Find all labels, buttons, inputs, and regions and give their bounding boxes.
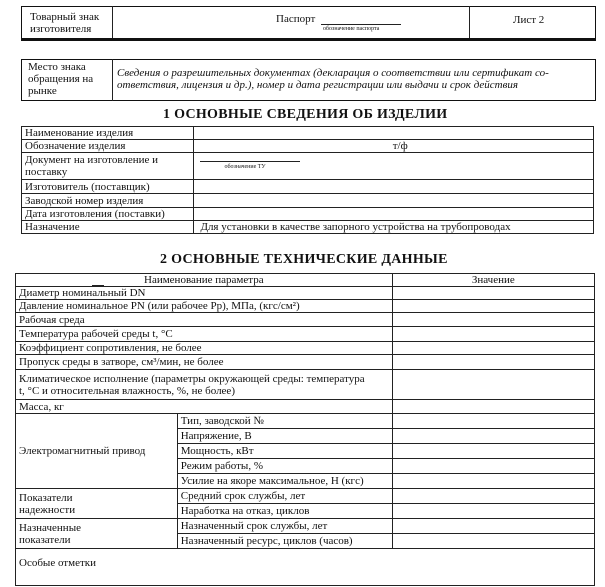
header-underline-mark	[92, 285, 104, 286]
param-value	[392, 444, 594, 459]
section1-table	[21, 126, 594, 234]
param-value	[392, 287, 594, 300]
param-value	[392, 519, 594, 534]
param-label: Диаметр номинальный DN	[16, 287, 393, 300]
sheet-label: Лист 2	[513, 14, 545, 26]
row-value	[194, 208, 594, 221]
header-bottom-thick	[21, 38, 596, 40]
row-label: Документ на изготовление и поставку	[22, 153, 194, 180]
param-value	[392, 429, 594, 444]
notes-label: Особые отметки	[16, 549, 595, 586]
section1-title: 1 ОСНОВНЫЕ СВЕДЕНИЯ ОБ ИЗДЕЛИИ	[163, 107, 448, 122]
row-label: Назначение	[22, 221, 194, 234]
passport-designation-line	[321, 24, 401, 25]
param-value	[392, 313, 594, 327]
table-row	[22, 140, 594, 153]
table-row	[16, 342, 595, 355]
param-label: Давление номинальное PN (или рабочее Pp), МПа, (кгс/см²)	[16, 300, 393, 313]
table-row	[22, 180, 594, 194]
table-row	[16, 400, 595, 414]
market-mark-label: Место знака обращения на рынке	[28, 61, 94, 97]
electromagnet-label: Электромагнитный привод	[16, 414, 178, 489]
row-label: Наименование изделия	[22, 127, 194, 140]
row-value	[194, 127, 594, 140]
table-row	[16, 300, 595, 313]
table-row	[16, 355, 595, 370]
table-row	[16, 327, 595, 342]
sub-param-label: Напряжение, В	[177, 429, 392, 444]
table-row	[22, 194, 594, 208]
sub-param-label: Наработка на отказ, циклов	[177, 504, 392, 519]
table-row	[22, 153, 594, 180]
tu-designation-line	[200, 161, 300, 162]
row-label: Обозначение изделия	[22, 140, 194, 153]
sub-param-label: Режим работы, %	[177, 459, 392, 474]
param-value	[392, 414, 594, 429]
row-label: Заводской номер изделия	[22, 194, 194, 208]
sub-param-label: Тип, заводской №	[177, 414, 392, 429]
row-value	[194, 180, 594, 194]
trademark-label: Товарный знак изготовителя	[30, 11, 100, 35]
table-row	[16, 549, 595, 586]
reliability-label: Показатели надежности	[16, 489, 178, 519]
param-value	[392, 400, 594, 414]
param-value	[392, 342, 594, 355]
row-value: Для установки в качестве запорного устройства на трубопроводах	[194, 221, 594, 234]
table-row	[16, 519, 595, 534]
param-value	[392, 300, 594, 313]
header-divider-2	[469, 6, 470, 40]
table-row	[16, 489, 595, 504]
param-label: Температура рабочей среды t, °С	[16, 327, 393, 342]
row-value	[194, 140, 594, 153]
market-mark-divider	[112, 59, 113, 101]
sub-param-label: Назначенный срок службы, лет	[177, 519, 392, 534]
assigned-label: Назначенные показатели	[16, 519, 178, 549]
passport-designation-caption: обозначение паспорта	[323, 26, 380, 32]
param-value	[392, 474, 594, 489]
sub-param-label: Мощность, кВт	[177, 444, 392, 459]
param-value	[392, 370, 594, 400]
table-row	[22, 208, 594, 221]
row-label: Изготовитель (поставщик)	[22, 180, 194, 194]
tu-designation-caption: обозначение ТУ	[224, 164, 266, 170]
row-value	[194, 194, 594, 208]
table-row	[16, 414, 595, 429]
sub-param-label: Усилие на якоре максимальное, Н (кгс)	[177, 474, 392, 489]
table-row	[16, 287, 595, 300]
param-value	[392, 504, 594, 519]
param-label: Пропуск среды в затворе, см³/мин, не более	[16, 355, 393, 370]
param-label: Климатическое исполнение (параметры окружающей среды: температура t, °С и относительная влажность, %, не более)	[16, 370, 393, 400]
param-value	[392, 459, 594, 474]
param-value	[392, 355, 594, 370]
table-row	[22, 127, 594, 140]
table-row	[22, 221, 594, 234]
col-header-param: Наименование параметра	[16, 274, 393, 287]
market-mark-text: Сведения о разрешительных документах (декларация о соответствии или сертификат со- ответствия, лицензия и др.), номер и дата регистрации или выдачи и срок действия	[117, 67, 549, 91]
param-label: Рабочая среда	[16, 313, 393, 327]
row-value	[194, 153, 594, 180]
sub-param-label: Средний срок службы, лет	[177, 489, 392, 504]
param-value	[392, 327, 594, 342]
sub-param-label: Назначенный ресурс, циклов (часов)	[177, 534, 392, 549]
col-header-value: Значение	[392, 274, 594, 287]
param-value	[392, 534, 594, 549]
row-label: Дата изготовления (поставки)	[22, 208, 194, 221]
product-designation-value: т/ф	[392, 140, 408, 152]
section2-table	[15, 273, 595, 586]
param-label: Масса, кг	[16, 400, 393, 414]
section2-title: 2 ОСНОВНЫЕ ТЕХНИЧЕСКИЕ ДАННЫЕ	[160, 252, 448, 267]
param-label: Коэффициент сопротивления, не более	[16, 342, 393, 355]
table-row	[16, 370, 595, 400]
table-row	[16, 313, 595, 327]
passport-label: Паспорт	[276, 13, 316, 25]
param-value	[392, 489, 594, 504]
